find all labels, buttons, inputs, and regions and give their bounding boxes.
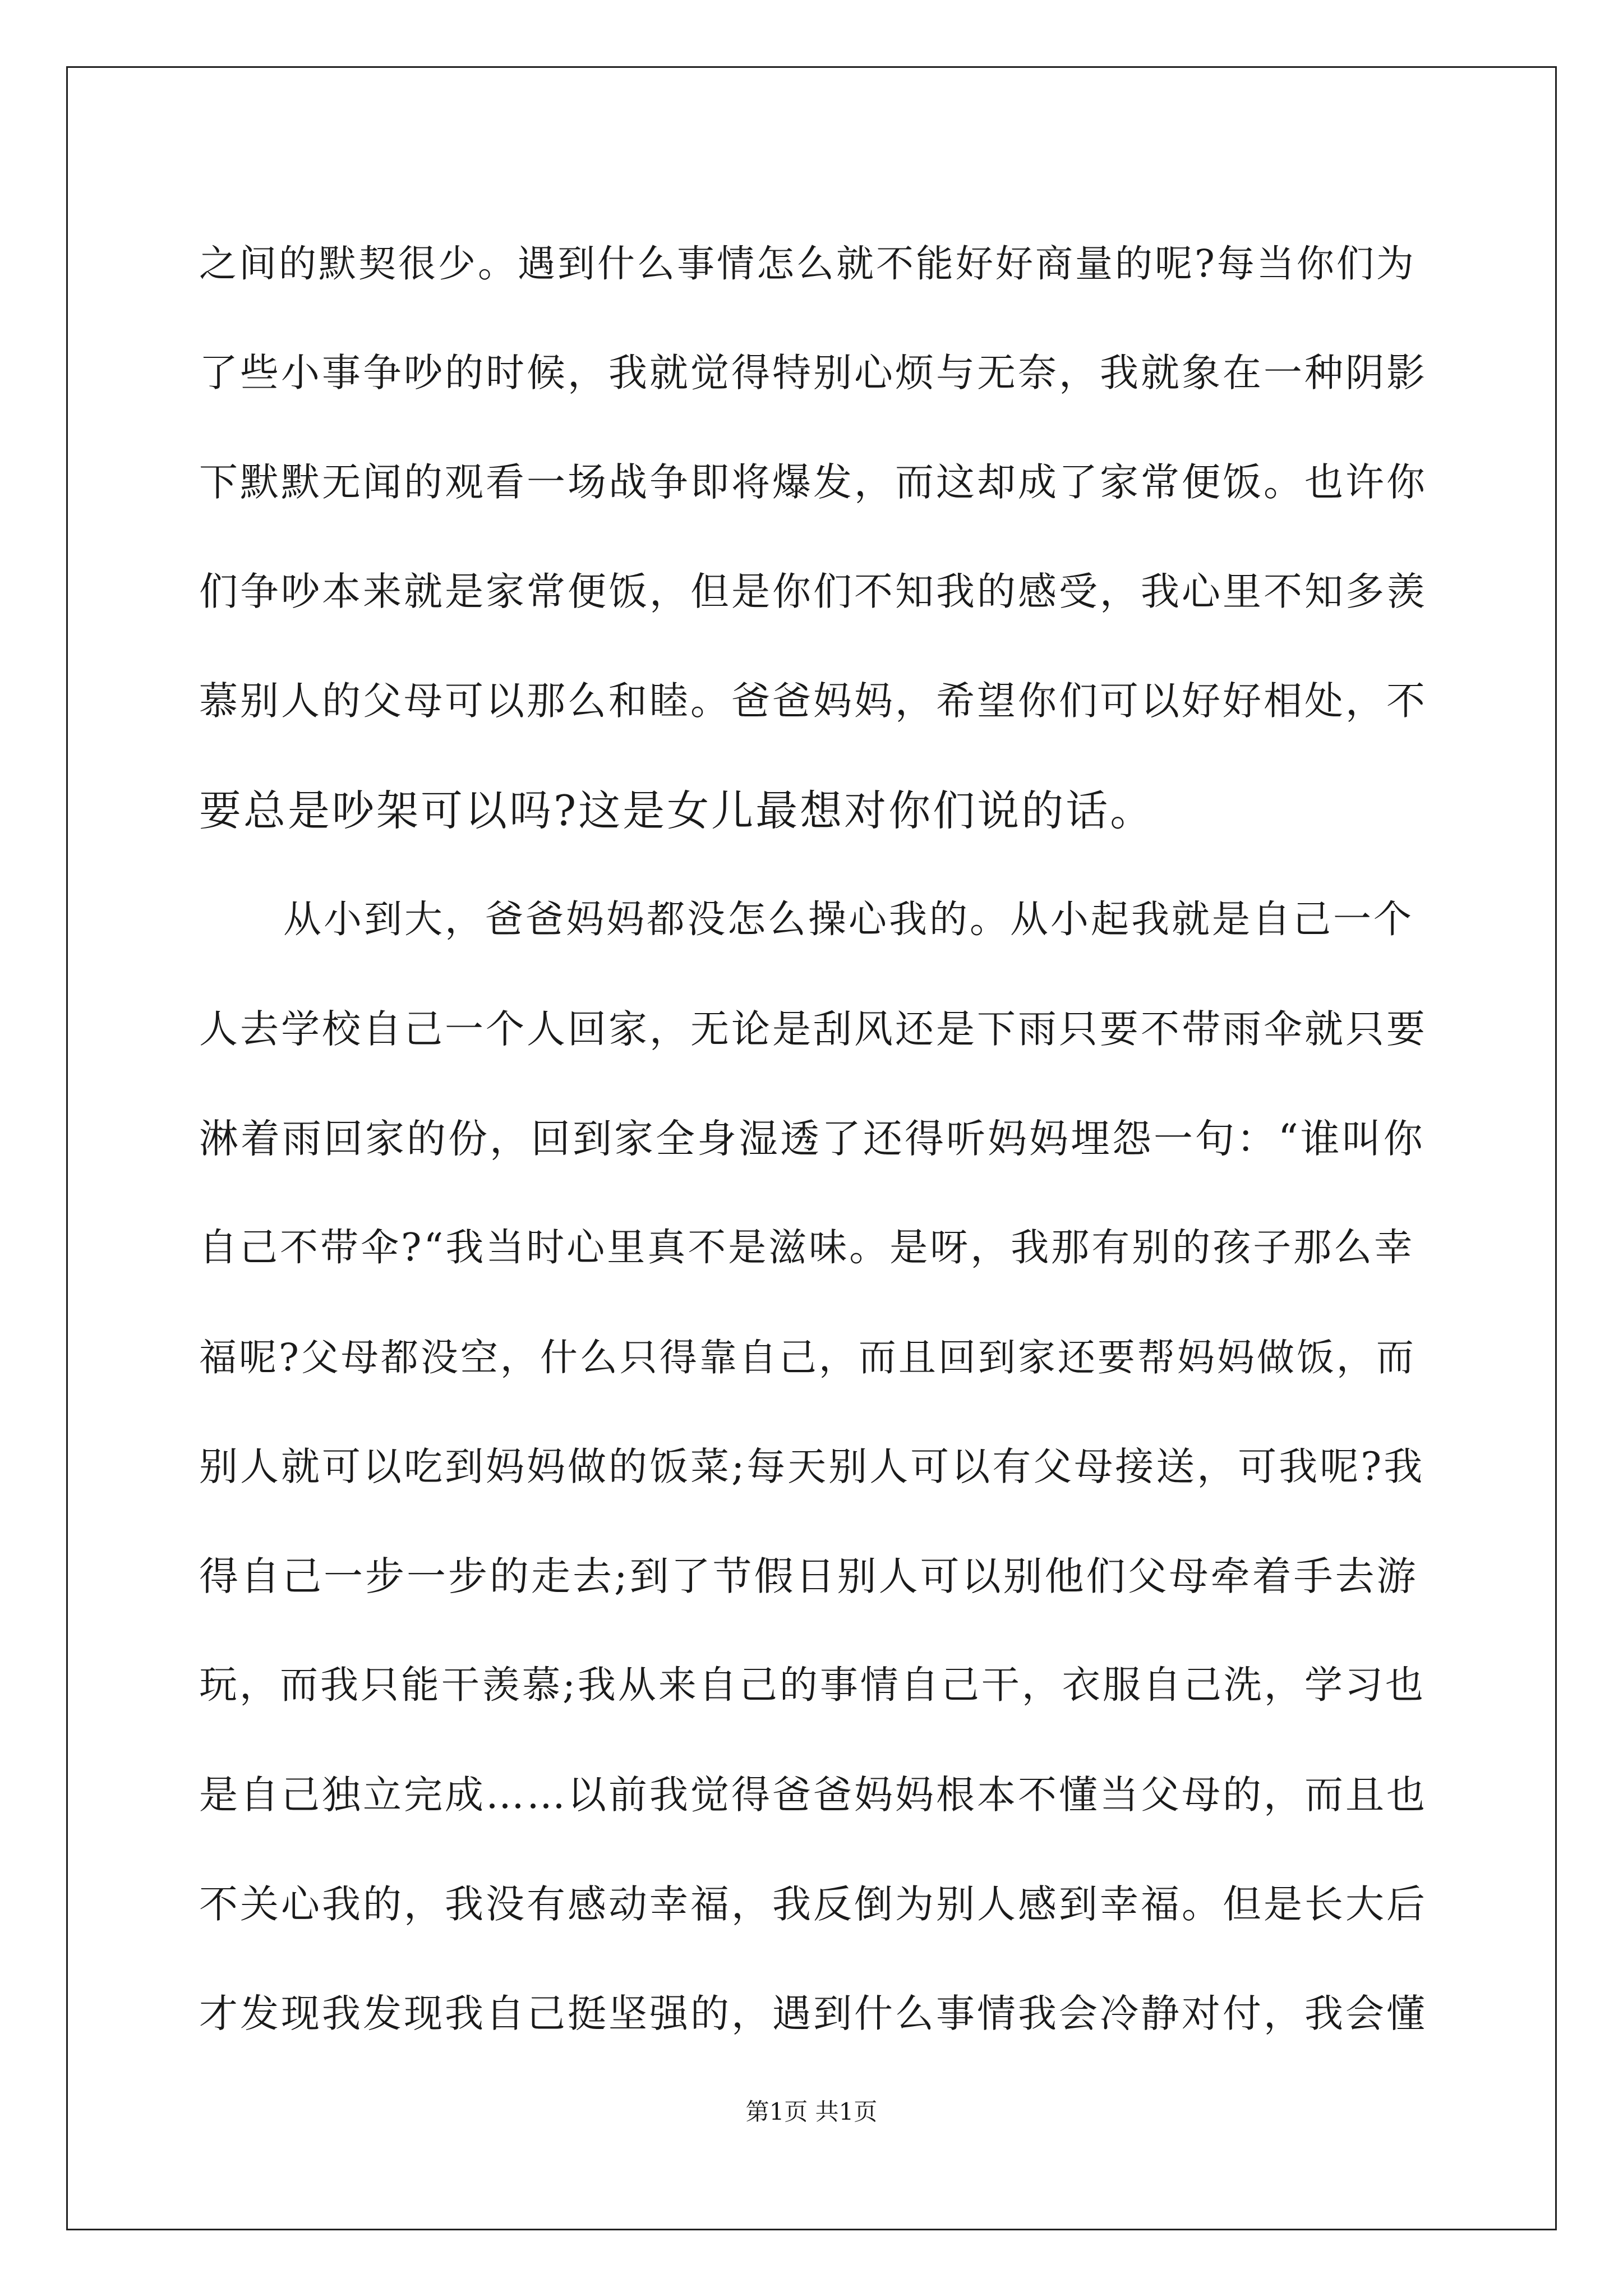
text-line: 要总是吵架可以吗?这是女儿最想对你们说的话。 xyxy=(199,786,1155,835)
text-line: 慕别人的父母可以那么和睦。爸爸妈妈，希望你们可以好好相处，不 xyxy=(199,679,1427,724)
text-line: 了些小事争吵的时候，我就觉得特别心烦与无奈，我就象在一种阴影 xyxy=(199,351,1427,395)
text-line: 人去学校自己一个人回家，无论是刮风还是下雨只要不带雨伞就只要 xyxy=(199,1007,1427,1052)
text-line: 淋着雨回家的份，回到家全身湿透了还得听妈妈埋怨一句：“谁叫你 xyxy=(199,1116,1425,1162)
text-line: 别人就可以吃到妈妈做的饭菜;每天别人可以有父母接送，可我呢?我 xyxy=(199,1444,1425,1489)
text-line: 自己不带伞?“我当时心里真不是滋味。是呀，我那有别的孩子那么幸 xyxy=(199,1226,1415,1270)
text-line: 不关心我的，我没有感动幸福，我反倒为别人感到幸福。但是长大后 xyxy=(199,1882,1427,1927)
text-line: 得自己一步一步的走去;到了节假日别人可以别他们父母牵着手去游 xyxy=(199,1553,1418,1599)
text-line: 下默默无闻的观看一场战争即将爆发，而这却成了家常便饭。也许你 xyxy=(199,460,1427,505)
text-line: 是自己独立完成……以前我觉得爸爸妈妈根本不懂当父母的，而且也 xyxy=(199,1773,1427,1818)
page-number-footer: 第1页 共1页 xyxy=(745,2098,878,2125)
text-line: 之间的默契很少。遇到什么事情怎么就不能好好商量的呢?每当你们为 xyxy=(199,242,1416,286)
text-line: 们争吵本来就是家常便饭，但是你们不知我的感受，我心里不知多羡 xyxy=(199,569,1427,614)
text-line: 福呢?父母都没空，什么只得靠自己，而且回到家还要帮妈妈做饭，而 xyxy=(199,1336,1416,1379)
text-line: 玩，而我只能干羡慕;我从来自己的事情自己干，衣服自己洗，学习也 xyxy=(199,1663,1426,1708)
text-line: 才发现我发现我自己挺坚强的，遇到什么事情我会冷静对付，我会懂 xyxy=(199,1991,1427,2036)
paragraph-first-line: 从小到大，爸爸妈妈都没怎么操心我的。从小起我就是自己一个 xyxy=(283,898,1414,942)
